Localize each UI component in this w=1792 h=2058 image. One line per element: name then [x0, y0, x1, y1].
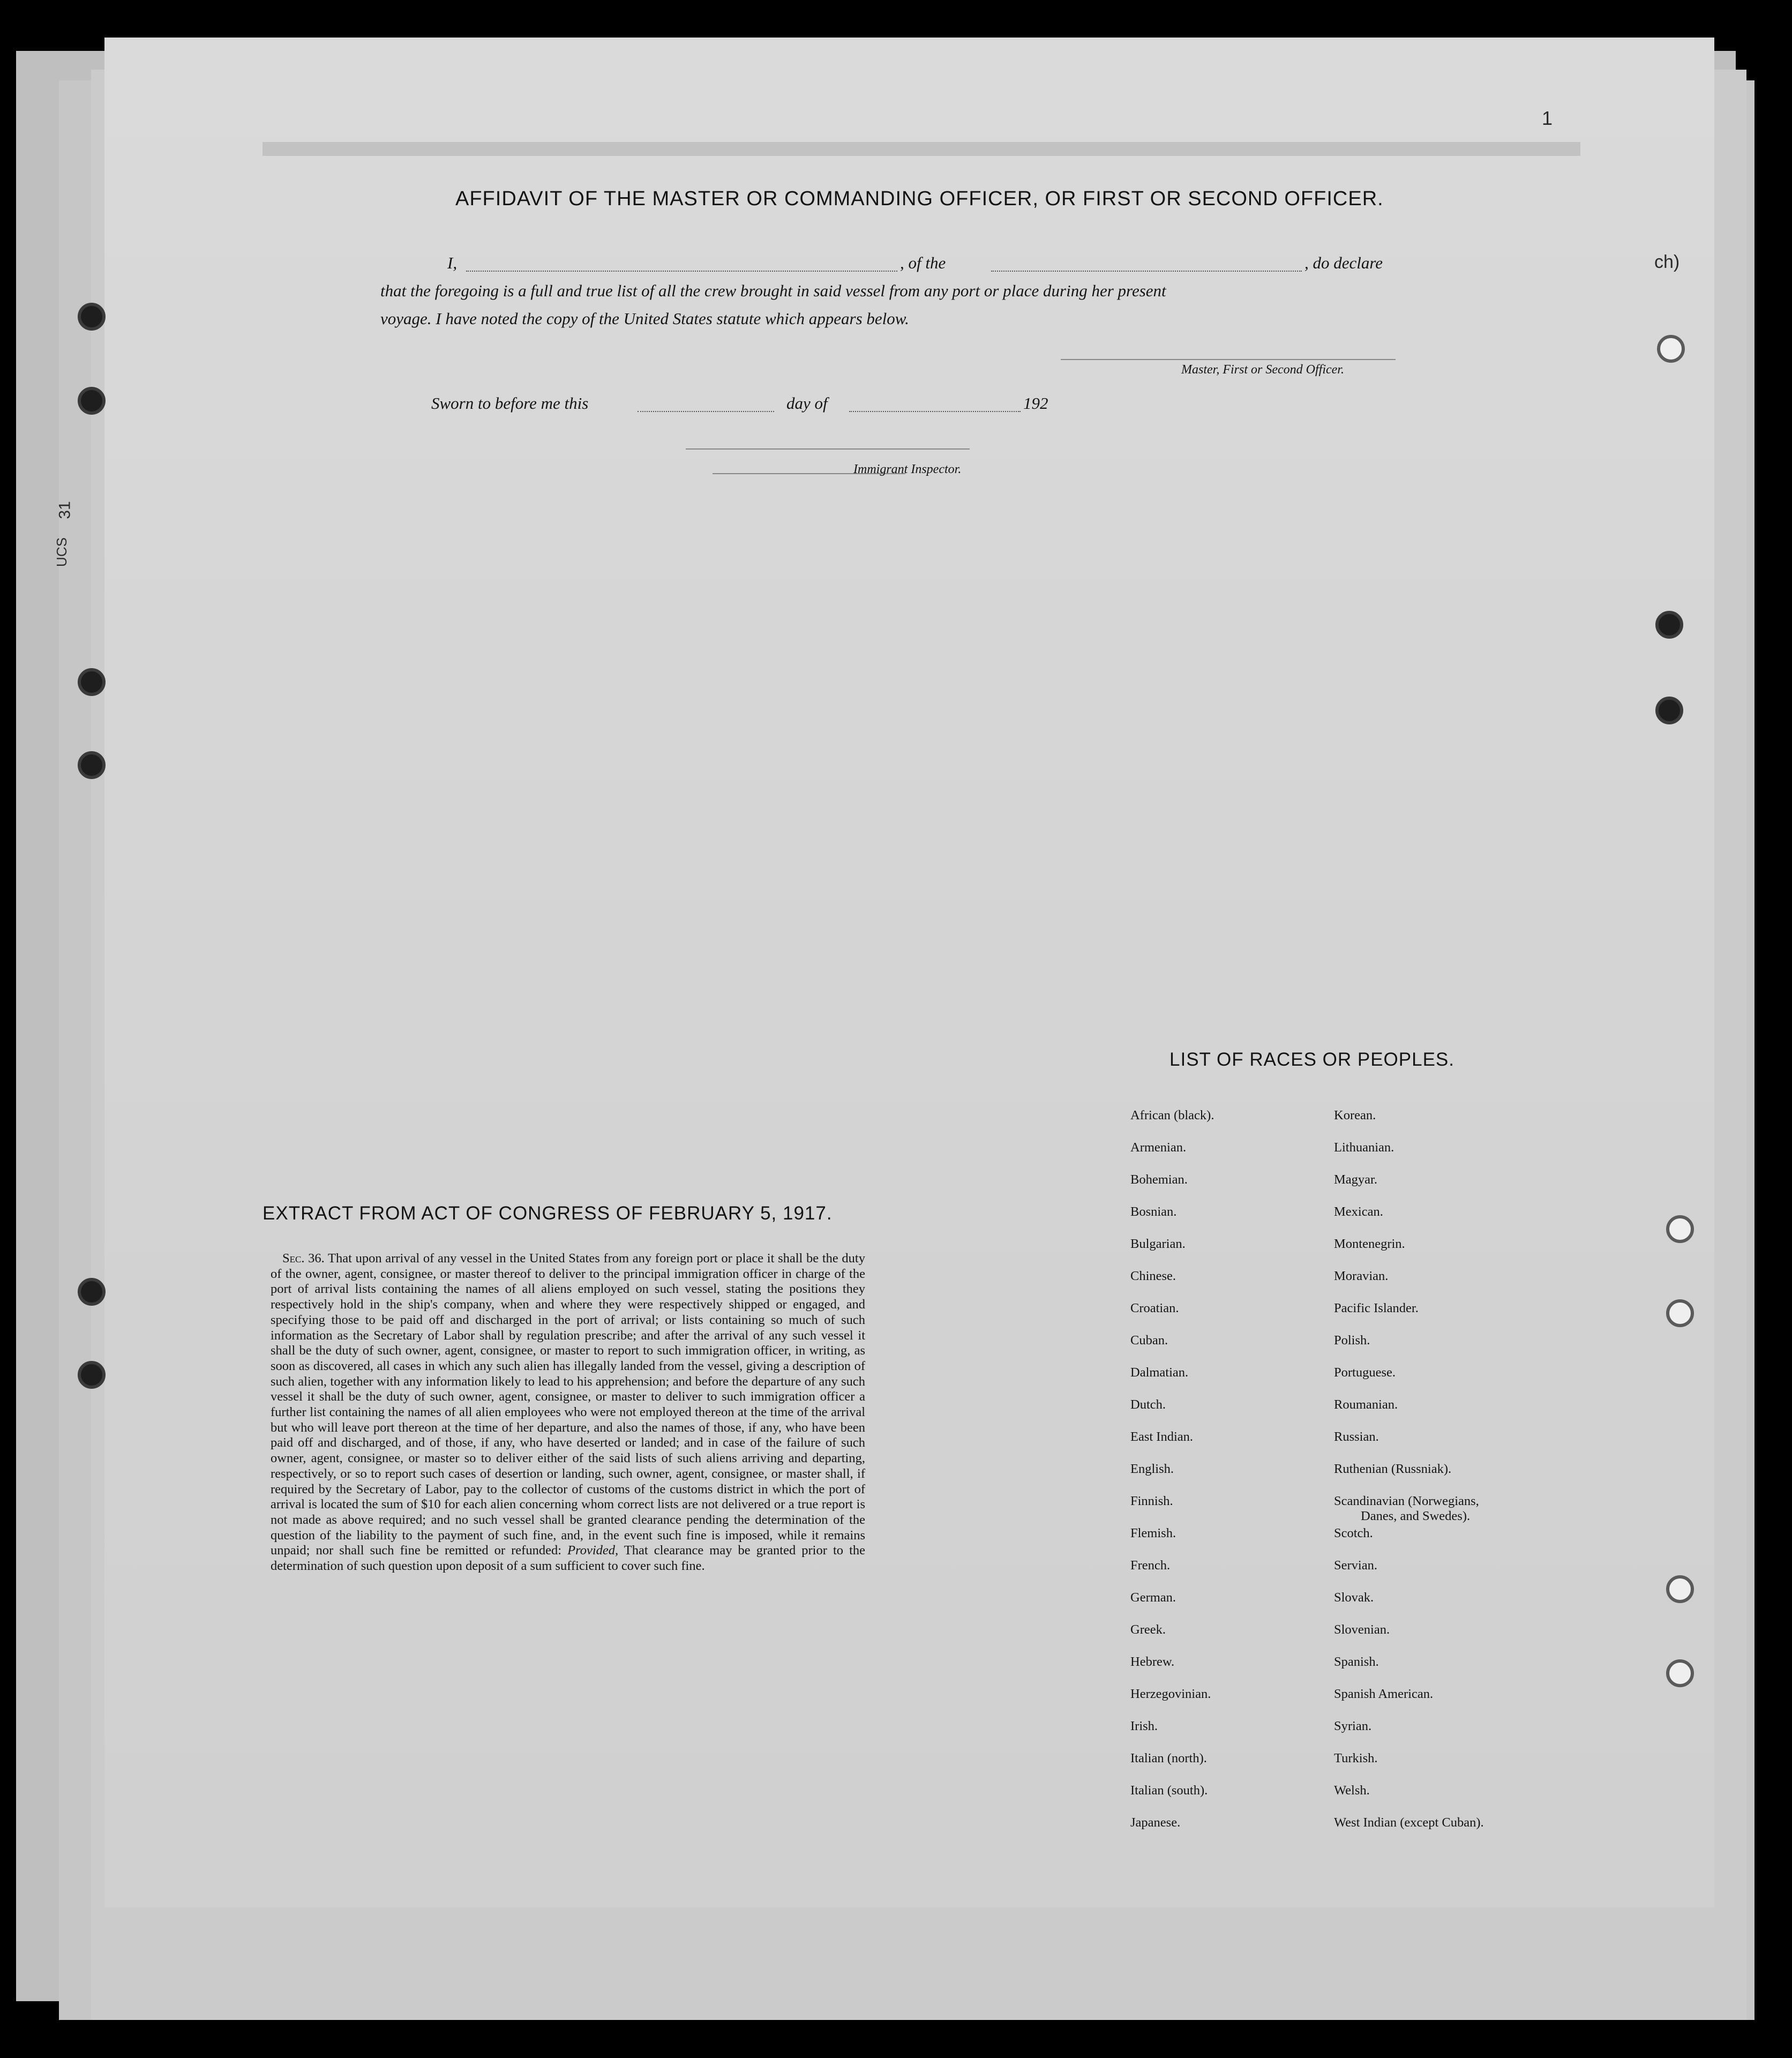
punch-hole	[78, 387, 106, 415]
race-item: Bulgarian.	[1130, 1237, 1186, 1251]
race-item: Scotch.	[1334, 1526, 1373, 1540]
margin-mark: 31	[56, 501, 74, 519]
race-item: Portuguese.	[1334, 1365, 1396, 1380]
punch-hole	[78, 1361, 106, 1389]
affidavit-declare: , do declare	[1304, 253, 1383, 272]
inspector-signature-line	[686, 448, 970, 450]
provided-word: Provided,	[567, 1543, 619, 1558]
inspector-label: Immigrant Inspector.	[853, 462, 962, 476]
section-text: That upon arrival of any vessel in the United States from any foreign port or place it shall be the duty of the owner, agent, consignee, or master thereof to deliver to the principal immigration officer in charge of the port of arrival lists containing the names of all aliens employed on such vessel, stating the positions they respectively hold in the ship's company, when and where they were respectively shipped or engaged, and specifying those to be paid off and discharged in the port of arrival; or lists containing so much of such information as the Secretary of Labor shall by regulation prescribe; and after the arrival of any such vessel it shall be the duty of such owner, agent, consignee, or master to report to such immigration officer, in writing, as soon as discovered, all cases in which any such alien has illegally landed from the vessel, giving a description of such alien, together with any information likely to lead to his apprehension; and before the departure of any such vessel it shall be the duty of such owner, agent, consignee, or master to deliver to such immigration officer a further list containing the names of all alien employees who were not employed thereon at the time of the arrival but who will leave port thereon at the time of her departure, and also the names of those, if any, who have been paid off and discharged, and of those, if any, who have deserted or landed; and in case of the failure of such owner, agent, consignee, or master so to deliver either of the said lists of such aliens arriving and departing, respectively, or so to report such cases of desertion or landing, such owner, agent, consignee, or master shall, if required by the Secretary of Labor, pay to the collector of customs of the customs district in which the port of arrival is located the sum of $10 for each alien concerning whom correct lists are not delivered or a true report is not made as above required; and no such vessel shall be granted clearance pending the determination of the question of the liability to the payment of such fine, and, in the event such fine is imposed, while it remains unpaid; nor shall such fine be remitted or refunded:	[271, 1251, 865, 1558]
bleed-through-header	[263, 142, 1580, 163]
master-name-blank	[466, 271, 897, 272]
races-left-column	[1130, 1108, 1214, 1847]
race-item: Servian.	[1334, 1558, 1377, 1573]
section-label: Sec. 36.	[282, 1251, 325, 1266]
affidavit-title: AFFIDAVIT OF THE MASTER OR COMMANDING OFFICER, OR FIRST OR SECOND OFFICER.	[455, 188, 1384, 210]
extract-body	[271, 1251, 865, 1574]
race-item: Roumanian.	[1334, 1397, 1398, 1412]
race-item: Montenegrin.	[1334, 1237, 1405, 1251]
race-item: Slovenian.	[1334, 1622, 1390, 1637]
race-item: West Indian (except Cuban).	[1334, 1815, 1484, 1830]
affidavit-line2: that the foregoing is a full and true list of all the crew brought in said vessel from any port or place during her present	[380, 281, 1166, 300]
race-item: African (black).	[1130, 1108, 1214, 1122]
race-item: Magyar.	[1334, 1172, 1377, 1187]
punch-hole	[1655, 697, 1683, 724]
sworn-prefix: Sworn to before me this	[431, 394, 589, 413]
race-item: Croatian.	[1130, 1301, 1179, 1315]
race-item: Hebrew.	[1130, 1655, 1175, 1669]
race-item: Korean.	[1334, 1108, 1376, 1122]
race-item: Italian (north).	[1130, 1751, 1207, 1765]
race-item: Japanese.	[1130, 1815, 1181, 1830]
punch-hole	[1666, 1659, 1694, 1687]
race-item: Bosnian.	[1130, 1204, 1177, 1219]
sworn-day-of: day of	[786, 394, 828, 413]
race-item: Mexican.	[1334, 1204, 1383, 1219]
race-item: German.	[1130, 1590, 1176, 1605]
race-item: Spanish.	[1334, 1655, 1379, 1669]
race-item: Welsh.	[1334, 1783, 1370, 1798]
race-item: Dalmatian.	[1130, 1365, 1189, 1380]
race-item: Scandinavian (Norwegians,	[1334, 1494, 1479, 1508]
race-item: Greek.	[1130, 1622, 1166, 1637]
sworn-month-blank	[849, 411, 1021, 412]
race-item: Syrian.	[1334, 1719, 1372, 1733]
race-item: Armenian.	[1130, 1140, 1187, 1155]
punch-hole	[78, 668, 106, 696]
punch-hole	[1666, 1575, 1694, 1603]
race-item: Danes, and Swedes).	[1361, 1509, 1471, 1523]
punch-hole	[1657, 335, 1685, 363]
margin-mark: ch)	[1654, 252, 1680, 272]
races-title: LIST OF RACES OR PEOPLES.	[1169, 1049, 1455, 1070]
affidavit-line3: voyage. I have noted the copy of the United States statute which appears below.	[380, 309, 909, 328]
race-item: Flemish.	[1130, 1526, 1176, 1540]
affidavit-i: I,	[447, 253, 458, 272]
race-item: Chinese.	[1130, 1269, 1176, 1283]
section-text-end: That clearance may be granted prior to the determination of such question upon deposit of a sum sufficient to cover such fine.	[271, 1543, 866, 1574]
races-right-column	[1334, 1108, 1559, 1847]
punch-hole	[78, 751, 106, 779]
race-item: Ruthenian (Russniak).	[1334, 1462, 1452, 1476]
race-item: Russian.	[1334, 1430, 1379, 1444]
vessel-name-blank	[991, 271, 1302, 272]
race-item: Turkish.	[1334, 1751, 1378, 1765]
race-item: Moravian.	[1334, 1269, 1389, 1283]
punch-hole	[78, 303, 106, 331]
race-item: English.	[1130, 1462, 1174, 1476]
punch-hole	[1666, 1215, 1694, 1243]
race-item: East Indian.	[1130, 1430, 1194, 1444]
race-item: Dutch.	[1130, 1397, 1166, 1412]
sworn-day-blank	[638, 411, 774, 412]
signature-label: Master, First or Second Officer.	[1181, 363, 1344, 377]
race-item: Spanish American.	[1334, 1687, 1434, 1701]
race-item: Polish.	[1334, 1333, 1370, 1348]
margin-mark: UCS	[53, 537, 70, 567]
margin-mark: 1	[1542, 107, 1553, 129]
race-item: Pacific Islander.	[1334, 1301, 1419, 1315]
punch-hole	[1655, 611, 1683, 639]
punch-hole	[1666, 1299, 1694, 1327]
race-item: Lithuanian.	[1334, 1140, 1394, 1155]
affidavit-of-the: , of the	[900, 253, 946, 272]
race-item: Cuban.	[1130, 1333, 1168, 1348]
race-item: Italian (south).	[1130, 1783, 1208, 1798]
sworn-year: 192	[1023, 394, 1048, 413]
punch-hole	[78, 1278, 106, 1306]
race-item: Finnish.	[1130, 1494, 1173, 1508]
race-item: Irish.	[1130, 1719, 1158, 1733]
extract-title: EXTRACT FROM ACT OF CONGRESS OF FEBRUARY 5, 1917.	[263, 1203, 833, 1224]
race-item: Slovak.	[1334, 1590, 1374, 1605]
race-item: French.	[1130, 1558, 1171, 1573]
race-item: Herzegovinian.	[1130, 1687, 1211, 1701]
signature-line	[1061, 359, 1396, 360]
race-item: Bohemian.	[1130, 1172, 1188, 1187]
